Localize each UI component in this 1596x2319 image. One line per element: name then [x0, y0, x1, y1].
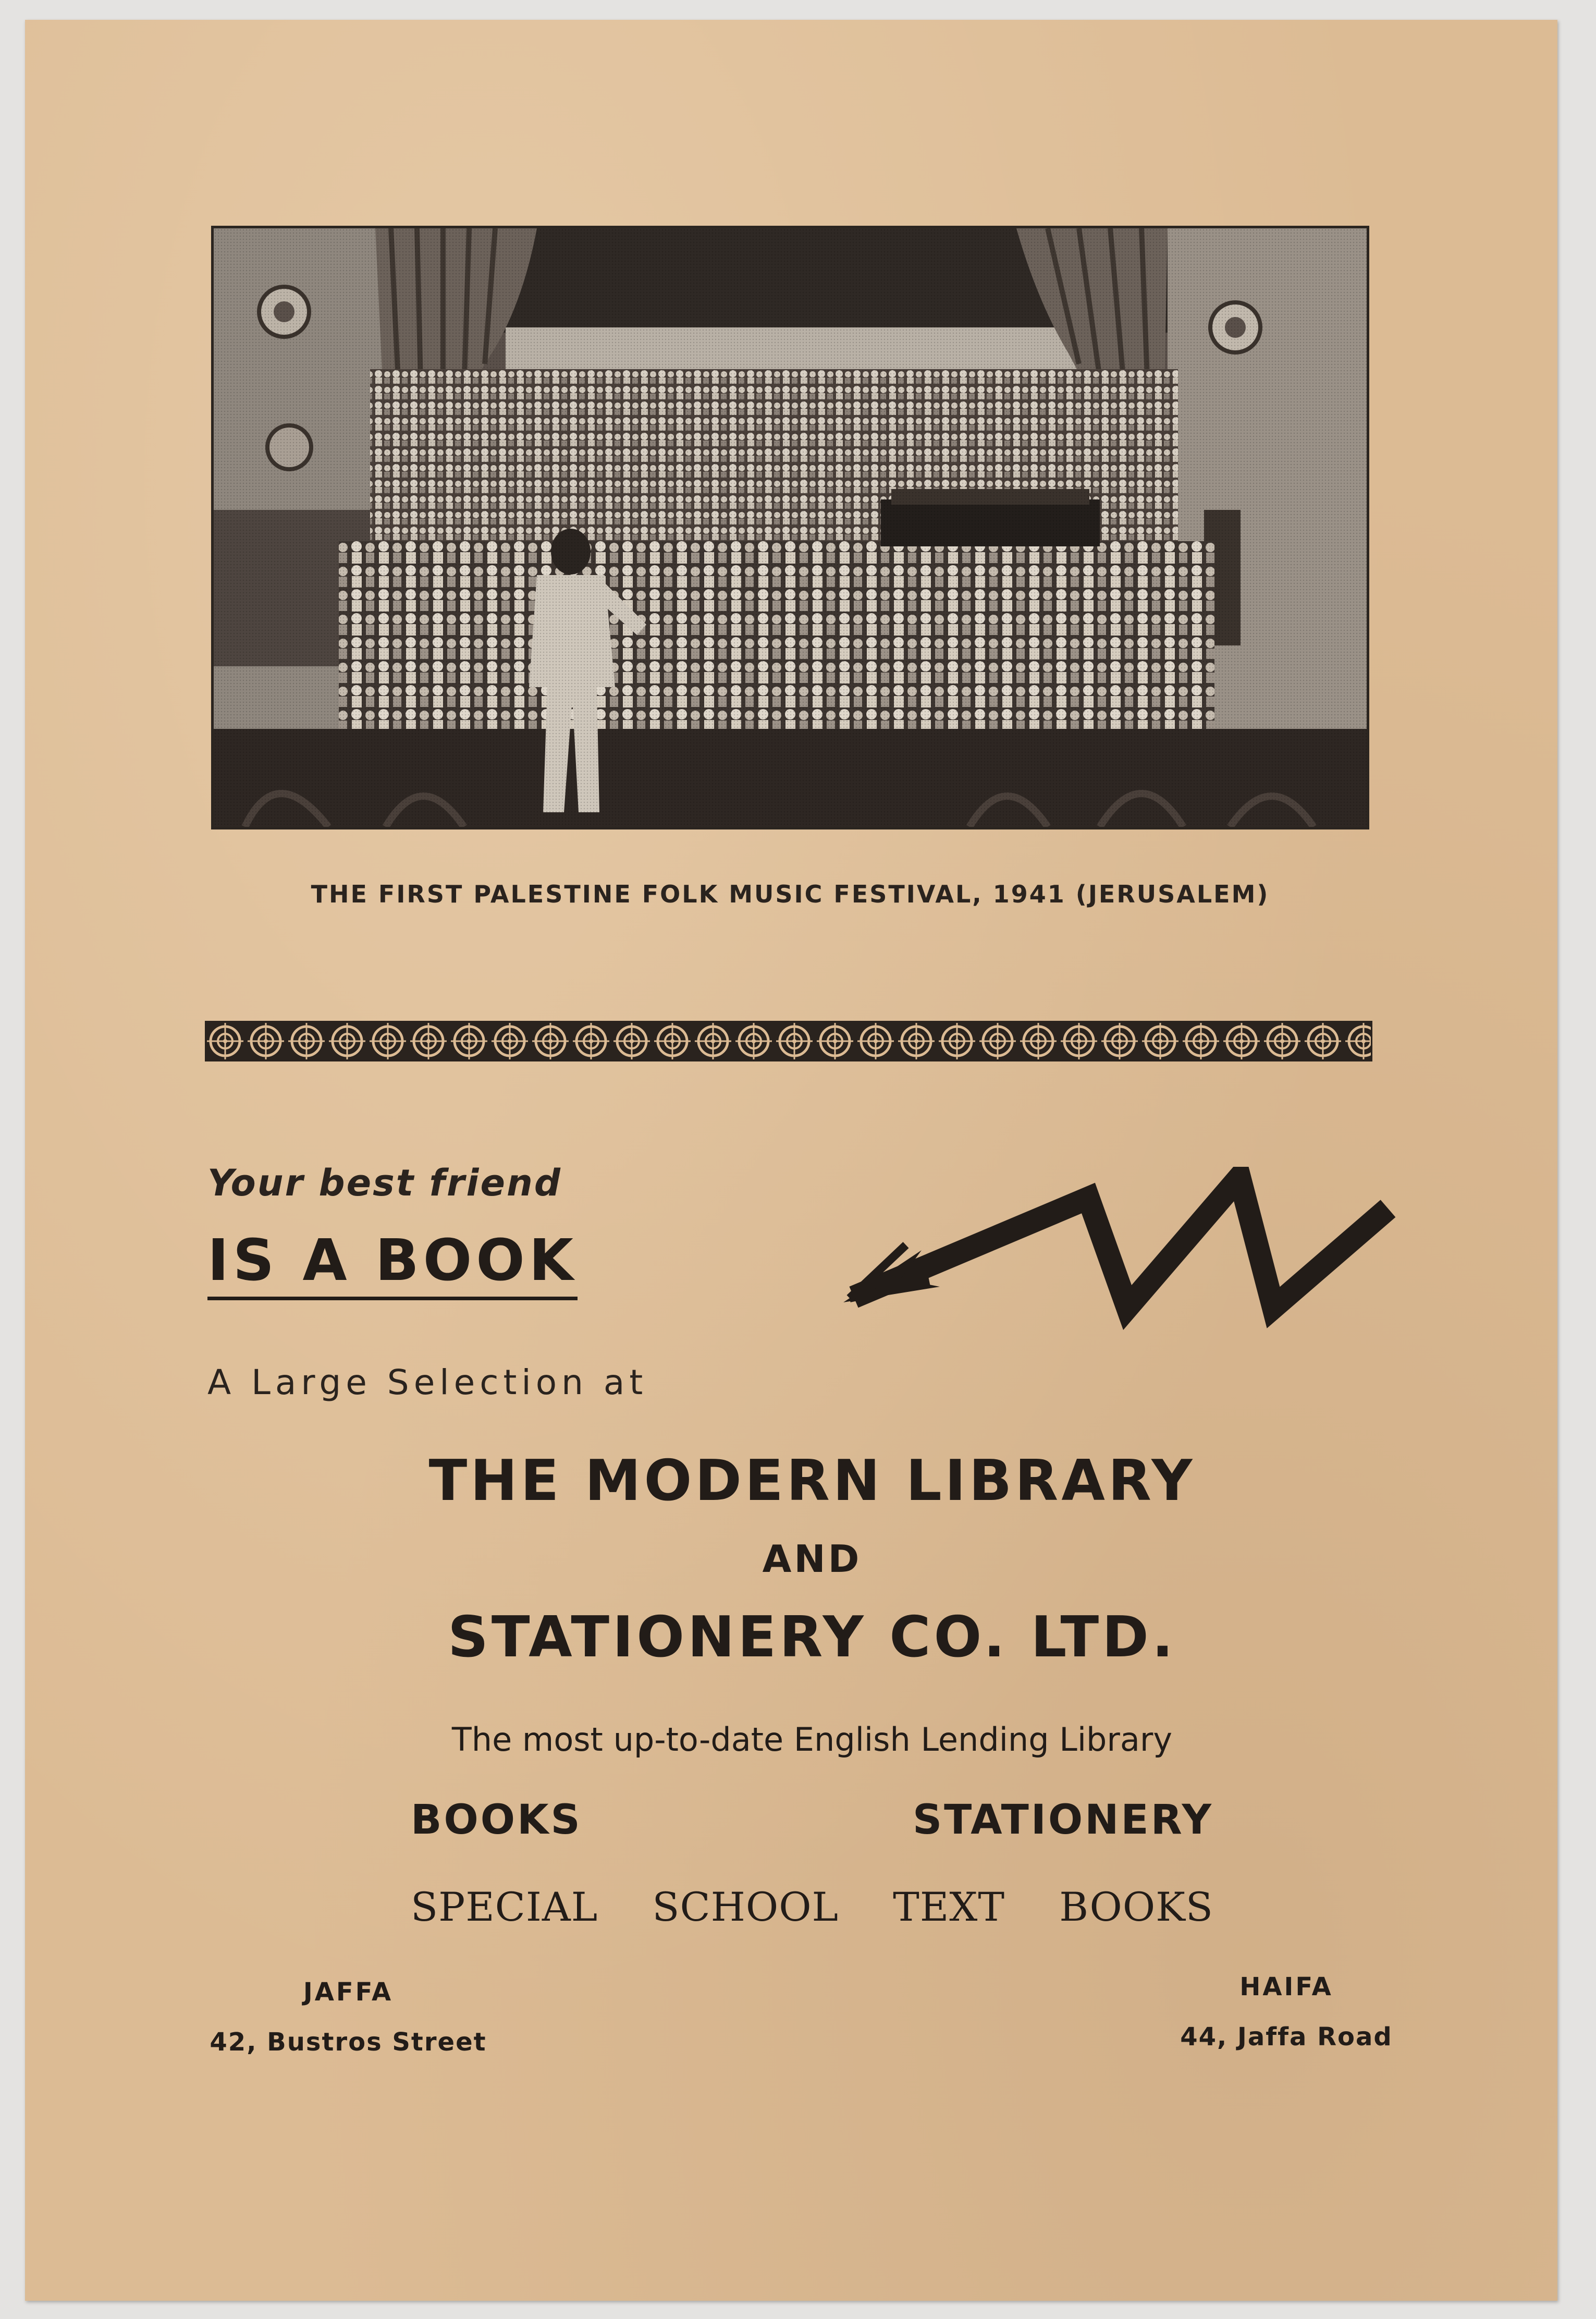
books-word: BOOKS	[1059, 1884, 1213, 1930]
festival-photograph	[211, 226, 1369, 829]
photo-caption: THE FIRST PALESTINE FOLK MUSIC FESTIVAL, 1941 (JERUSALEM)	[311, 880, 1270, 908]
address-jaffa	[202, 1978, 494, 2057]
headline: IS A BOOK	[207, 1227, 578, 1300]
selection-line: A Large Selection at	[207, 1362, 648, 1402]
school-word: SCHOOL	[652, 1884, 839, 1930]
special-school-text-books-row	[411, 1884, 1213, 1930]
address-jaffa-city: JAFFA	[303, 1978, 394, 2007]
address-haifa	[1140, 1972, 1432, 2052]
address-jaffa-street: 42, Bustros Street	[210, 2028, 487, 2057]
festival-photo-image	[214, 228, 1367, 827]
company-name-and: AND	[762, 1537, 862, 1581]
tagline: Your best friend	[207, 1162, 562, 1204]
company-name-line1: THE MODERN LIBRARY	[428, 1448, 1196, 1514]
books-stationery-row	[411, 1797, 1213, 1844]
zigzag-arrow-icon	[843, 1167, 1406, 1344]
stationery-label: STATIONERY	[912, 1797, 1213, 1844]
company-name-line2: STATIONERY CO. LTD.	[448, 1605, 1176, 1670]
special-word: SPECIAL	[411, 1884, 598, 1930]
ornamental-divider	[205, 1021, 1372, 1061]
document-page	[25, 20, 1557, 2301]
books-label: BOOKS	[411, 1797, 582, 1844]
address-haifa-city: HAIFA	[1239, 1972, 1333, 2001]
text-word: TEXT	[893, 1884, 1005, 1930]
address-haifa-street: 44, Jaffa Road	[1180, 2022, 1393, 2052]
lending-library-line: The most up-to-date English Lending Library	[451, 1720, 1173, 1759]
